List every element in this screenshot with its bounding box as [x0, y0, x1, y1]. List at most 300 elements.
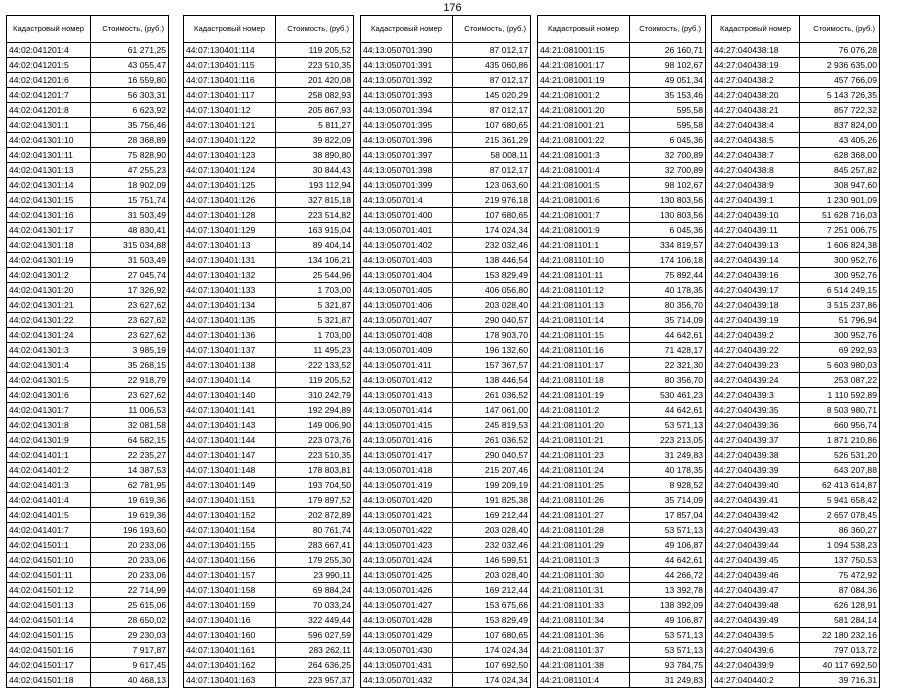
cadastral-number-cell: 44:27:040439:37: [712, 433, 800, 448]
cadastral-number-cell: 44:27:040439:24: [712, 373, 800, 388]
table-row: [184, 73, 354, 88]
cadastral-number-cell: 44:02:041501:13: [7, 598, 91, 613]
cadastral-number-cell: 44:13:050701:395: [361, 118, 453, 133]
cadastral-number-cell: 44:21:081101:23: [538, 448, 630, 463]
table-row: [361, 373, 531, 388]
cost-cell: 163 915,04: [276, 223, 354, 238]
cadastral-number-cell: 44:21:081101:12: [538, 283, 630, 298]
cost-cell: 628 368,00: [800, 148, 880, 163]
cadastral-number-cell: 44:21:081101:25: [538, 478, 630, 493]
cost-cell: 153 829,49: [453, 613, 531, 628]
cost-cell: 31 503,49: [91, 253, 169, 268]
cadastral-number-cell: 44:02:041301:3: [7, 343, 91, 358]
cost-cell: 5 321,87: [276, 298, 354, 313]
cost-cell: 149 006,90: [276, 418, 354, 433]
cadastral-number-cell: 44:27:040439:3: [712, 388, 800, 403]
cost-cell: 86 360,27: [800, 523, 880, 538]
cost-cell: 310 242,79: [276, 388, 354, 403]
cost-cell: 192 294,89: [276, 403, 354, 418]
table-row: [538, 463, 706, 478]
cadastral-number-cell: 44:13:050701:412: [361, 373, 453, 388]
cadastral-number-cell: 44:13:050701:4: [361, 193, 453, 208]
table-row: [538, 313, 706, 328]
cost-cell: 15 751,74: [91, 193, 169, 208]
cost-cell: 1 230 901,09: [800, 193, 880, 208]
table-row: [538, 493, 706, 508]
table-row: [184, 493, 354, 508]
cost-cell: 40 468,13: [91, 673, 169, 688]
cost-cell: 22 321,30: [630, 358, 706, 373]
table-row: [7, 373, 169, 388]
cadastral-number-cell: 44:13:050701:421: [361, 508, 453, 523]
cost-cell: 48 830,41: [91, 223, 169, 238]
cost-cell: 153 675,66: [453, 598, 531, 613]
cadastral-number-cell: 44:27:040439:40: [712, 478, 800, 493]
table-row: [538, 193, 706, 208]
cadastral-number-cell: 44:07:130401:144: [184, 433, 276, 448]
cost-cell: 25 544,96: [276, 268, 354, 283]
table-row: [184, 553, 354, 568]
cadastral-number-cell: 44:02:041301:18: [7, 238, 91, 253]
cadastral-number-cell: 44:21:081001:17: [538, 58, 630, 73]
cadastral-number-cell: 44:21:081001:2: [538, 88, 630, 103]
table-row: [184, 388, 354, 403]
table-row: [7, 613, 169, 628]
cost-cell: 19 619,36: [91, 493, 169, 508]
cost-cell: 22 918,79: [91, 373, 169, 388]
cost-cell: 51 796,94: [800, 313, 880, 328]
cadastral-number-cell: 44:02:041301:2: [7, 268, 91, 283]
cost-cell: 70 033,24: [276, 598, 354, 613]
cadastral-number-cell: 44:13:050701:430: [361, 643, 453, 658]
table-row: [184, 58, 354, 73]
table-row: [7, 433, 169, 448]
table-row: [361, 223, 531, 238]
table-row: [712, 628, 880, 643]
cadastral-number-cell: 44:27:040438:18: [712, 43, 800, 58]
cadastral-number-cell: 44:21:081101:4: [538, 673, 630, 688]
cost-header: Стоимость, (руб.): [91, 16, 169, 43]
cadastral-number-cell: 44:21:081101:24: [538, 463, 630, 478]
cost-cell: 14 387,53: [91, 463, 169, 478]
cost-cell: 1 871 210,86: [800, 433, 880, 448]
cadastral-number-cell: 44:13:050701:408: [361, 328, 453, 343]
table-row: [712, 403, 880, 418]
cost-cell: 43 405,26: [800, 133, 880, 148]
cost-cell: 261 036,52: [453, 433, 531, 448]
cadastral-number-cell: 44:21:081101:21: [538, 433, 630, 448]
table-row: [712, 343, 880, 358]
table-row: [7, 133, 169, 148]
table-row: [712, 73, 880, 88]
cadastral-number-cell: 44:02:041301:24: [7, 328, 91, 343]
table-row: [361, 73, 531, 88]
cadastral-number-cell: 44:27:040439:13: [712, 238, 800, 253]
table-row: [538, 583, 706, 598]
cost-cell: 205 867,93: [276, 103, 354, 118]
cost-cell: 30 844,43: [276, 163, 354, 178]
table-row: [184, 358, 354, 373]
table-row: [7, 253, 169, 268]
cost-cell: 107 680,65: [453, 628, 531, 643]
cost-cell: 31 249,83: [630, 673, 706, 688]
table-row: [184, 268, 354, 283]
table-row: [7, 598, 169, 613]
cadastral-number-cell: 44:21:081001:9: [538, 223, 630, 238]
cadastral-number-cell: 44:27:040439:5: [712, 628, 800, 643]
cost-cell: 44 642,61: [630, 328, 706, 343]
cost-cell: 526 531,20: [800, 448, 880, 463]
table-row: [184, 328, 354, 343]
cadastral-number-cell: 44:27:040439:19: [712, 313, 800, 328]
cost-cell: 32 081,58: [91, 418, 169, 433]
cadastral-number-cell: 44:02:041401:4: [7, 493, 91, 508]
cost-cell: 169 212,44: [453, 508, 531, 523]
cadastral-number-cell: 44:07:130401:124: [184, 163, 276, 178]
cost-cell: 174 024,34: [453, 223, 531, 238]
table-row: [538, 148, 706, 163]
cadastral-number-cell: 44:02:041401:7: [7, 523, 91, 538]
cost-cell: 98 102,67: [630, 178, 706, 193]
cadastral-number-cell: 44:21:081101:19: [538, 388, 630, 403]
table-row: [361, 208, 531, 223]
cadastral-number-cell: 44:27:040439:42: [712, 508, 800, 523]
table-row: [7, 328, 169, 343]
cost-cell: 145 020,29: [453, 88, 531, 103]
cadastral-number-cell: 44:02:041401:5: [7, 508, 91, 523]
table-row: [538, 268, 706, 283]
cadastral-number-cell: 44:13:050701:394: [361, 103, 453, 118]
cost-cell: 157 367,57: [453, 358, 531, 373]
cost-cell: 40 178,35: [630, 463, 706, 478]
cost-cell: 89 404,14: [276, 238, 354, 253]
cost-cell: 17 326,92: [91, 283, 169, 298]
cost-cell: 53 571,13: [630, 418, 706, 433]
cadastral-number-cell: 44:21:081101:13: [538, 298, 630, 313]
cadastral-number-cell: 44:07:130401:129: [184, 223, 276, 238]
cost-cell: 215 207,46: [453, 463, 531, 478]
cadastral-number-cell: 44:13:050701:391: [361, 58, 453, 73]
cadastral-number-cell: 44:07:130401:125: [184, 178, 276, 193]
cadastral-number-cell: 44:13:050701:422: [361, 523, 453, 538]
cost-cell: 406 056,80: [453, 283, 531, 298]
cost-cell: 581 284,14: [800, 613, 880, 628]
cadastral-header: Кадастровый номер: [712, 16, 800, 43]
table-row: [7, 43, 169, 58]
cost-cell: 7 251 006,75: [800, 223, 880, 238]
cadastral-number-cell: 44:13:050701:402: [361, 238, 453, 253]
cadastral-number-cell: 44:13:050701:426: [361, 583, 453, 598]
cadastral-number-cell: 44:02:041301:10: [7, 133, 91, 148]
table-row: [538, 388, 706, 403]
table-row: [712, 373, 880, 388]
cost-cell: 8 928,52: [630, 478, 706, 493]
cost-cell: 5 143 726,35: [800, 88, 880, 103]
cadastral-number-cell: 44:07:130401:161: [184, 643, 276, 658]
table-row: [361, 628, 531, 643]
table-row: [538, 43, 706, 58]
cadastral-number-cell: 44:27:040439:48: [712, 598, 800, 613]
cadastral-number-cell: 44:21:081101:2: [538, 403, 630, 418]
cadastral-number-cell: 44:02:041201:5: [7, 58, 91, 73]
table-row: [361, 523, 531, 538]
table-row: [7, 463, 169, 478]
cadastral-number-cell: 44:13:050701:396: [361, 133, 453, 148]
cost-cell: 138 446,54: [453, 373, 531, 388]
cadastral-number-cell: 44:02:041301:7: [7, 403, 91, 418]
cost-cell: 22 235,27: [91, 448, 169, 463]
cost-cell: 253 087,22: [800, 373, 880, 388]
table-row: [538, 373, 706, 388]
cost-cell: 19 619,36: [91, 508, 169, 523]
table-row: [538, 328, 706, 343]
cadastral-number-cell: 44:13:050701:405: [361, 283, 453, 298]
cadastral-number-cell: 44:07:130401:14: [184, 373, 276, 388]
cost-table: [6, 15, 169, 688]
table-row: [361, 328, 531, 343]
cadastral-number-cell: 44:02:041301:21: [7, 298, 91, 313]
cost-cell: 5 811,27: [276, 118, 354, 133]
cadastral-number-cell: 44:27:040438:4: [712, 118, 800, 133]
cost-cell: 153 829,49: [453, 268, 531, 283]
table-row: [712, 283, 880, 298]
table-row: [184, 658, 354, 673]
cost-cell: 290 040,57: [453, 313, 531, 328]
table-row: [538, 238, 706, 253]
cadastral-number-cell: 44:13:050701:409: [361, 343, 453, 358]
cadastral-number-cell: 44:27:040439:39: [712, 463, 800, 478]
cadastral-number-cell: 44:07:130401:12: [184, 103, 276, 118]
cadastral-number-cell: 44:27:040438:21: [712, 103, 800, 118]
table-row: [538, 178, 706, 193]
cost-cell: 457 766,09: [800, 73, 880, 88]
cost-cell: 35 268,15: [91, 358, 169, 373]
cost-cell: 196 193,60: [91, 523, 169, 538]
cadastral-number-cell: 44:07:130401:136: [184, 328, 276, 343]
cost-cell: 44 642,61: [630, 553, 706, 568]
table-row: [184, 103, 354, 118]
cost-cell: 5 603 980,03: [800, 358, 880, 373]
table-row: [361, 448, 531, 463]
cadastral-number-cell: 44:13:050701:415: [361, 418, 453, 433]
table-row: [184, 523, 354, 538]
table-row: [538, 253, 706, 268]
table-row: [361, 148, 531, 163]
cadastral-number-cell: 44:13:050701:403: [361, 253, 453, 268]
cadastral-number-cell: 44:02:041301:20: [7, 283, 91, 298]
cost-cell: 7 917,87: [91, 643, 169, 658]
table-row: [712, 253, 880, 268]
cadastral-number-cell: 44:27:040439:17: [712, 283, 800, 298]
cadastral-number-cell: 44:21:081101:10: [538, 253, 630, 268]
cadastral-number-cell: 44:07:130401:138: [184, 358, 276, 373]
cost-cell: 264 636,25: [276, 658, 354, 673]
cadastral-number-cell: 44:02:041301:8: [7, 418, 91, 433]
table-row: [361, 613, 531, 628]
cadastral-number-cell: 44:13:050701:420: [361, 493, 453, 508]
table-row: [184, 598, 354, 613]
table-row: [712, 658, 880, 673]
table-row: [538, 448, 706, 463]
table-row: [712, 238, 880, 253]
table-row: [712, 223, 880, 238]
table-row: [7, 313, 169, 328]
cadastral-number-cell: 44:07:130401:147: [184, 448, 276, 463]
cadastral-number-cell: 44:27:040438:8: [712, 163, 800, 178]
cadastral-number-cell: 44:02:041201:7: [7, 88, 91, 103]
cadastral-number-cell: 44:13:050701:423: [361, 538, 453, 553]
cost-cell: 87 084,36: [800, 583, 880, 598]
table-row: [712, 328, 880, 343]
cost-cell: 626 128,91: [800, 598, 880, 613]
table-row: [7, 268, 169, 283]
cost-cell: 35 714,09: [630, 313, 706, 328]
cadastral-number-cell: 44:13:050701:413: [361, 388, 453, 403]
cadastral-number-cell: 44:13:050701:399: [361, 178, 453, 193]
table-row: [538, 343, 706, 358]
table-row: [7, 538, 169, 553]
table-row: [538, 418, 706, 433]
table-row: [361, 283, 531, 298]
table-row: [7, 148, 169, 163]
table-row: [184, 253, 354, 268]
cost-cell: 1 606 824,38: [800, 238, 880, 253]
table-row: [361, 58, 531, 73]
cost-cell: 261 036,52: [453, 388, 531, 403]
table-row: [538, 58, 706, 73]
cadastral-number-cell: 44:27:040439:11: [712, 223, 800, 238]
table-row: [7, 343, 169, 358]
table-row: [712, 583, 880, 598]
cadastral-number-cell: 44:07:130401:156: [184, 553, 276, 568]
cadastral-number-cell: 44:02:041201:4: [7, 43, 91, 58]
table-row: [712, 478, 880, 493]
cadastral-number-cell: 44:13:050701:429: [361, 628, 453, 643]
cadastral-number-cell: 44:07:130401:16: [184, 613, 276, 628]
table-row: [7, 118, 169, 133]
cost-cell: 31 249,83: [630, 448, 706, 463]
table-row: [184, 193, 354, 208]
cadastral-number-cell: 44:13:050701:424: [361, 553, 453, 568]
table-row: [361, 193, 531, 208]
cost-cell: 76 076,28: [800, 43, 880, 58]
table-row: [361, 133, 531, 148]
cost-cell: 232 032,46: [453, 238, 531, 253]
cadastral-number-cell: 44:27:040439:45: [712, 553, 800, 568]
table-row: [7, 58, 169, 73]
cost-cell: 6 045,36: [630, 223, 706, 238]
cost-cell: 119 205,52: [276, 43, 354, 58]
table-row: [361, 388, 531, 403]
table-row: [361, 268, 531, 283]
cost-cell: 49 106,87: [630, 613, 706, 628]
cost-cell: 334 819,57: [630, 238, 706, 253]
table-row: [712, 523, 880, 538]
cost-cell: 123 063,60: [453, 178, 531, 193]
cadastral-number-cell: 44:02:041301:11: [7, 148, 91, 163]
table-row: [712, 643, 880, 658]
table-row: [538, 553, 706, 568]
table-row: [712, 568, 880, 583]
cadastral-number-cell: 44:13:050701:400: [361, 208, 453, 223]
table-row: [361, 478, 531, 493]
table-row: [361, 418, 531, 433]
cost-cell: 137 750,53: [800, 553, 880, 568]
table-row: [538, 643, 706, 658]
cost-cell: 23 627,62: [91, 313, 169, 328]
cost-cell: 25 615,06: [91, 598, 169, 613]
cost-cell: 23 627,62: [91, 298, 169, 313]
cost-cell: 3 515 237,86: [800, 298, 880, 313]
table-row: [712, 88, 880, 103]
table-row: [7, 493, 169, 508]
cost-cell: 178 803,81: [276, 463, 354, 478]
table-row: [184, 583, 354, 598]
cost-cell: 130 803,56: [630, 208, 706, 223]
cadastral-number-cell: 44:07:130401:131: [184, 253, 276, 268]
table-row: [7, 673, 169, 688]
cost-cell: 232 032,46: [453, 538, 531, 553]
cadastral-number-cell: 44:13:050701:419: [361, 478, 453, 493]
table-row: [361, 103, 531, 118]
cost-cell: 107 692,50: [453, 658, 531, 673]
cost-cell: 300 952,76: [800, 268, 880, 283]
table-row: [184, 643, 354, 658]
cadastral-number-cell: 44:21:081001:7: [538, 208, 630, 223]
cadastral-number-cell: 44:27:040440:2: [712, 673, 800, 688]
cadastral-number-cell: 44:21:081001:4: [538, 163, 630, 178]
table-row: [184, 508, 354, 523]
table-row: [7, 238, 169, 253]
cadastral-number-cell: 44:27:040438:2: [712, 73, 800, 88]
cadastral-number-cell: 44:02:041401:1: [7, 448, 91, 463]
cadastral-number-cell: 44:27:040439:38: [712, 448, 800, 463]
cadastral-number-cell: 44:21:081001:21: [538, 118, 630, 133]
table-row: [538, 658, 706, 673]
cost-header: Стоимость, (руб.): [630, 16, 706, 43]
cadastral-number-cell: 44:02:041301:1: [7, 118, 91, 133]
table-row: [184, 448, 354, 463]
cost-cell: 203 028,40: [453, 298, 531, 313]
cadastral-number-cell: 44:13:050701:431: [361, 658, 453, 673]
cost-cell: 3 985,19: [91, 343, 169, 358]
table-row: [538, 523, 706, 538]
cost-cell: 87 012,17: [453, 103, 531, 118]
cadastral-number-cell: 44:07:130401:123: [184, 148, 276, 163]
cost-table: [537, 15, 706, 688]
cost-cell: 179 255,30: [276, 553, 354, 568]
cost-cell: 199 209,19: [453, 478, 531, 493]
cost-cell: 28 368,89: [91, 133, 169, 148]
cost-cell: 40 178,35: [630, 283, 706, 298]
table-row: [184, 118, 354, 133]
cadastral-number-cell: 44:07:130401:141: [184, 403, 276, 418]
cadastral-header: Кадастровый номер: [538, 16, 630, 43]
cadastral-number-cell: 44:07:130401:117: [184, 88, 276, 103]
table-row: [538, 508, 706, 523]
cadastral-number-cell: 44:07:130401:121: [184, 118, 276, 133]
cadastral-number-cell: 44:27:040438:9: [712, 178, 800, 193]
table-row: [184, 223, 354, 238]
table-row: [712, 673, 880, 688]
table-row: [538, 73, 706, 88]
table-row: [7, 658, 169, 673]
cadastral-number-cell: 44:07:130401:155: [184, 538, 276, 553]
table-row: [712, 553, 880, 568]
cadastral-number-cell: 44:27:040439:43: [712, 523, 800, 538]
cost-cell: 201 420,08: [276, 73, 354, 88]
table-row: [7, 568, 169, 583]
